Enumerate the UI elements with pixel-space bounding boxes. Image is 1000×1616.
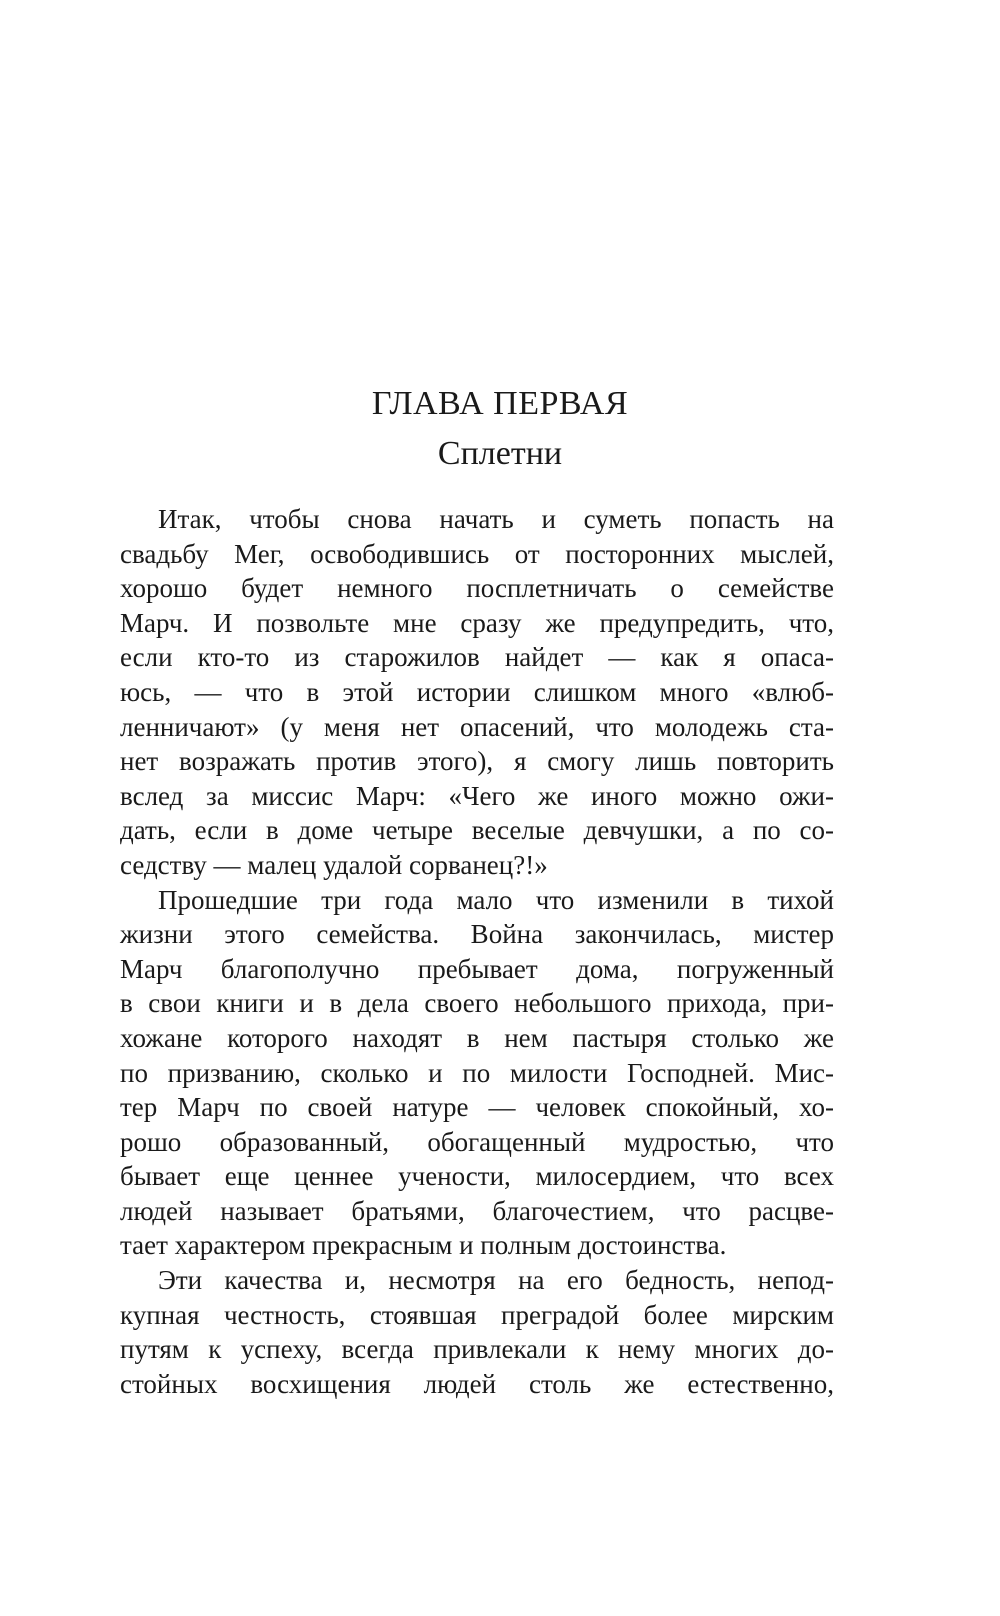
text-line: купная честность, стоявшая преградой более мирским <box>120 1299 834 1330</box>
text-line: если кто-то из старожилов найдет — как я опаса- <box>120 642 834 673</box>
text-line: дать, если в доме четыре веселые девчушки, а по со- <box>120 815 834 846</box>
text-line: свадьбу Мег, освободившись от посторонних мыслей, <box>120 538 834 569</box>
chapter-heading: ГЛАВА ПЕРВАЯ <box>371 385 629 422</box>
text-line: Марч. И позвольте мне сразу же предупредить, что, <box>120 607 834 638</box>
text-line: хожане которого находят в нем пастыря столько же <box>120 1022 834 1053</box>
text-line: нет возражать против этого), я смогу лишь повторить <box>120 746 834 777</box>
text-line: тер Марч по своей натуре — человек спокойный, хо- <box>120 1092 834 1123</box>
text-line: вслед за миссис Марч: «Чего же иного можно ожи- <box>120 780 834 811</box>
text-line: юсь, — что в этой истории слишком много «влюб- <box>120 676 834 707</box>
text-line: стойных восхищения людей столь же естественно, <box>120 1368 834 1399</box>
text-line: по призванию, сколько и по милости Господней. Мис- <box>120 1057 834 1088</box>
text-line: Прошедшие три года мало что изменили в тихой <box>158 884 834 915</box>
text-line: Марч благополучно пребывает дома, погруженный <box>120 953 834 984</box>
text-line: в свои книги и в дела своего небольшого прихода, при- <box>120 988 834 1019</box>
text-line: тает характером прекрасным и полным достоинства. <box>120 1230 727 1261</box>
text-line: Эти качества и, несмотря на его бедность, непод- <box>158 1265 834 1296</box>
text-line: бывает еще ценнее учености, милосердием, что всех <box>120 1161 834 1192</box>
chapter-title: Сплетни <box>437 435 563 472</box>
text-line: Итак, чтобы снова начать и суметь попасть на <box>158 504 834 534</box>
text-line: людей называет братьями, благочестием, что расцве- <box>120 1195 834 1226</box>
text-line: ленничают» (у меня нет опасений, что молодежь ста- <box>120 711 834 742</box>
text-line: путям к успеху, всегда привлекали к нему многих до- <box>120 1334 834 1365</box>
text-line: хорошо будет немного посплетничать о семействе <box>120 573 834 604</box>
body-text <box>120 502 834 1401</box>
text-line: рошо образованный, обогащенный мудростью, что <box>120 1126 834 1157</box>
text-line: жизни этого семейства. Война закончилась, мистер <box>120 919 834 950</box>
text-line: седству — малец удалой сорванец?!» <box>120 849 548 880</box>
